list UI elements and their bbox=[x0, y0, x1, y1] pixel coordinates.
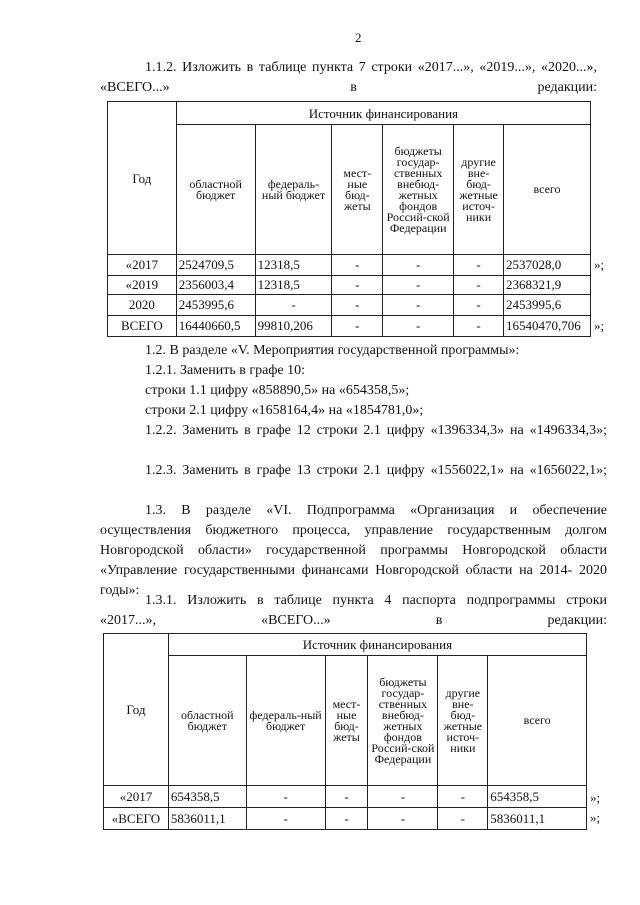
header-federal: федераль-ный бюджет bbox=[246, 656, 325, 786]
table-row: ВСЕГО 16440660,5 99810,206 - - - 16540470,706 bbox=[108, 316, 591, 337]
header-source: Источник финансирования bbox=[168, 634, 586, 656]
paragraph-1-1-2: 1.1.2. Изложить в таблице пункта 7 строки «2017...», «2019...», «2020...», «ВСЕГО...» в редакции: bbox=[100, 60, 598, 95]
header-other: другие вне-бюд-жетные источ-ники bbox=[454, 125, 504, 255]
paragraph-1-2-2: 1.2.2. Заменить в графе 12 строки 2.1 цифру «1396334,3» на «1496334,3»; bbox=[145, 423, 608, 438]
header-total: всего bbox=[504, 125, 591, 255]
paragraph-1-3-1: 1.3.1. Изложить в таблице пункта 4 паспорта подпрограммы строки «2017...», «ВСЕГО...» в редакции: bbox=[100, 593, 607, 628]
header-other: другие вне-бюд-жетные источ-ники bbox=[438, 656, 488, 786]
paragraph-1-2: 1.2. В разделе «V. Мероприятия государственной программы»: bbox=[145, 343, 520, 358]
header-total: всего bbox=[488, 656, 587, 786]
paragraph-1-2-3: 1.2.3. Заменить в графе 13 строки 2.1 цифру «1556022,1» на «1656022,1»; bbox=[145, 463, 608, 478]
table-row: «2019 2356003,4 12318,5 - - - 2368321,9 bbox=[108, 276, 591, 295]
financing-table-1 bbox=[107, 101, 591, 337]
header-federal: федераль-ный бюджет bbox=[255, 125, 332, 255]
paragraph-1-2-1: 1.2.1. Заменить в графе 10: bbox=[145, 363, 306, 378]
table-row: «ВСЕГО 5836011,1 - - - - 5836011,1 bbox=[104, 808, 587, 830]
financing-table-2 bbox=[103, 633, 587, 830]
header-regional: областной бюджет bbox=[176, 125, 255, 255]
row-tail-total: »; bbox=[590, 810, 601, 825]
header-year: Год bbox=[104, 634, 169, 786]
row-tail-total: »; bbox=[594, 318, 605, 333]
table-row: «2017 2524709,5 12318,5 - - - 2537028,0 bbox=[108, 255, 591, 276]
row-tail-2017: »; bbox=[594, 257, 605, 272]
header-funds: бюджеты государ-ственных внебюд-жетных фондов Россий-ской Федерации bbox=[368, 656, 438, 786]
header-year: Год bbox=[108, 102, 177, 255]
paragraph-row-2-1: строки 2.1 цифру «1658164,4» на «1854781,0»; bbox=[145, 403, 424, 418]
page-number: 2 bbox=[355, 30, 362, 45]
header-source: Источник финансирования bbox=[176, 102, 590, 125]
table-row: 2020 2453995,6 - - - - 2453995,6 bbox=[108, 295, 591, 316]
paragraph-1-3: 1.3. В разделе «VI. Подпрограмма «Организация и обеспечение осуществления бюджетного процесса, управление государственным долгом Новгородской области» государственной программы Новгородской области «Управление государственными финансами Новгородской области на 2014- 2020 годы»: bbox=[100, 503, 608, 598]
header-regional: областной бюджет bbox=[168, 656, 246, 786]
header-local: мест-ные бюд-жеты bbox=[332, 125, 383, 255]
header-local: мест-ные бюд-жеты bbox=[325, 656, 368, 786]
row-tail-2017: »; bbox=[590, 790, 601, 805]
header-funds: бюджеты государ-ственных внебюд-жетных фондов Россий-ской Федерации bbox=[383, 125, 454, 255]
paragraph-row-1-1: строки 1.1 цифру «858890,5» на «654358,5»; bbox=[145, 383, 410, 398]
table-row: «2017 654358,5 - - - - 654358,5 bbox=[104, 786, 587, 808]
